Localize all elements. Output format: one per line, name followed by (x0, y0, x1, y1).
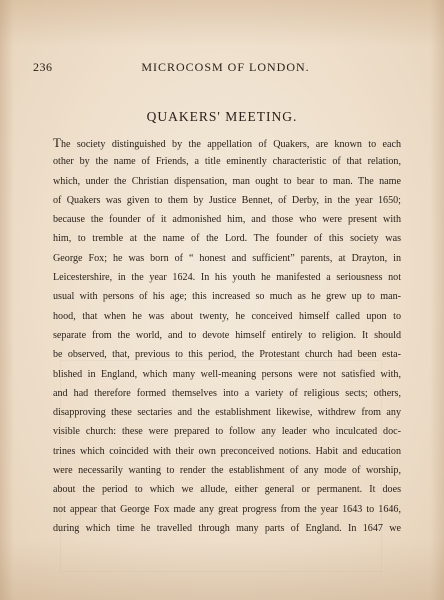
running-title: MICROCOSM OF LONDON. (141, 60, 310, 74)
text-line: be observed, that, previous to this period, the Protestant church had been esta- (53, 349, 401, 361)
text-line: not appear that George Fox made any great progress from the year 1643 to 1646, (53, 503, 401, 515)
page-stain-right (430, 0, 444, 600)
text-line: visible church: these were prepared to follow any leader who inculcated doc- (53, 426, 401, 438)
page-number: 236 (33, 60, 53, 74)
text-line: and had therefore formed themselves into a variety of religious sects; others, (53, 387, 401, 399)
text-line: Leicestershire, in the year 1624. In his youth he manifested a seriousness not (53, 272, 401, 284)
text-line: usual with persons of his age; this increased so much as he grew up to man- (53, 291, 401, 303)
text-line: The society distinguished by the appellation of Quakers, are known to each (53, 135, 401, 150)
text-line: other by the name of Friends, a title eminently characteristic of that relation, (53, 156, 401, 168)
text-line: George Fox; he was born of “ honest and sufficient” parents, at Drayton, in (53, 252, 401, 264)
text-line: separate from the world, and to devote himself entirely to religion. It should (53, 329, 401, 341)
text-line: him, to tremble at the name of the Lord. The founder of this society was (53, 233, 401, 245)
text-line: about the period to which we allude, either general or permanent. It does (53, 484, 401, 496)
text-line: during which time he travelled through many parts of England. In 1647 we (53, 522, 401, 534)
text-line: were necessarily wanting to render the establishment of any mode of worship, (53, 465, 401, 477)
chapter-title: QUAKERS' MEETING. (146, 109, 298, 124)
text-line: because the founder of it admonished him, and those who were present with (53, 214, 401, 226)
running-head (33, 60, 418, 76)
page-stain-left (0, 0, 14, 600)
text-line: trines which coincided with their own preconceived notions. Habit and education (53, 445, 401, 457)
text-line: which, under the Christian dispensation, man ought to bear to man. The name (53, 175, 401, 187)
text-line: disapproving these sectaries and the establishment likewise, withdrew from any (53, 407, 401, 419)
text-line: of Quakers was given to them by Justice Bennet, of Derby, in the year 1650; (53, 194, 401, 206)
body-text (53, 133, 401, 538)
text-line: blished in England, which many well-meaning persons were not satisfied with, (53, 368, 401, 380)
page-stain-top (0, 0, 444, 46)
text-line: hood, that when he was about twenty, he conceived himself called upon to (53, 310, 401, 322)
